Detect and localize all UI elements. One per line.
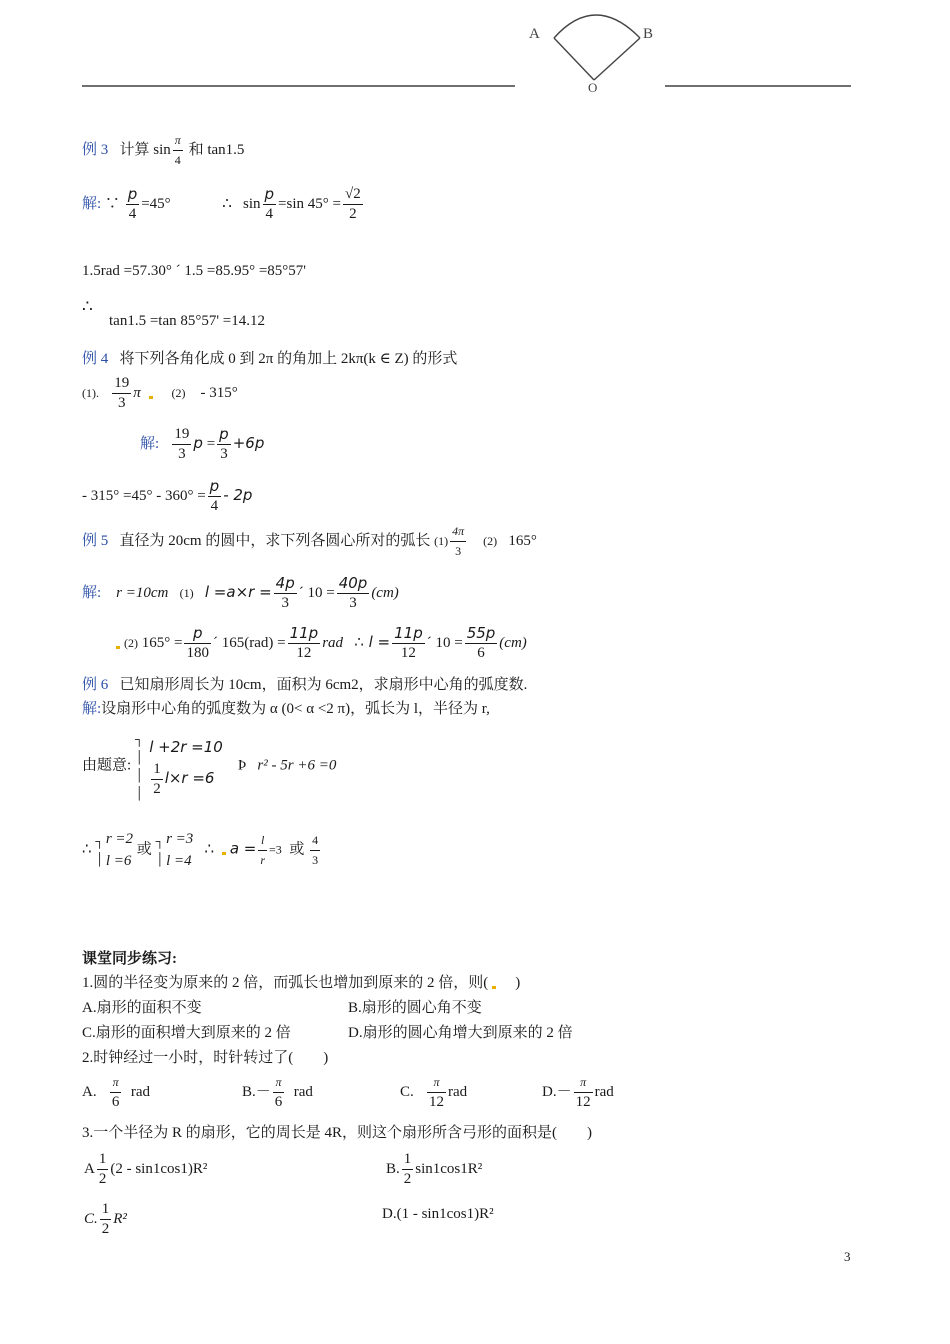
solution-pair-1: r =2 l =6 xyxy=(105,831,134,869)
or-text: 或 xyxy=(136,841,152,858)
question-1 xyxy=(82,971,520,992)
therefore-symbol-3: ∴ xyxy=(82,841,92,858)
therefore-symbol-2: ∴ xyxy=(82,297,93,316)
tan-result-line: tan1.5 =tan 85°57' =14.12 xyxy=(109,313,266,329)
example-3-prefix: 计算 xyxy=(119,141,150,158)
p-over-180: $\frac{p}{180}$ xyxy=(186,624,209,661)
pi-over-6-b: $\frac{\pi}{6}$ xyxy=(274,1075,283,1110)
q1-option-b[interactable]: B.扇形的圆心角不变 xyxy=(348,1000,482,1016)
therefore-l: ∴ l = xyxy=(354,632,391,651)
solution-pair-2: r =3 l =4 xyxy=(166,831,194,869)
item-1-number-5: (1) xyxy=(434,533,449,548)
q2-option-d[interactable]: D.－ $\frac{\pi}{12}$ rad xyxy=(542,1075,614,1110)
four-pi-thirds: $\frac{4\pi}{3}$ xyxy=(452,524,465,558)
minus-315-expr: - 315° =45° - 360° = xyxy=(82,487,206,504)
example-3-label: 例 3 xyxy=(82,141,109,158)
eleven-p-over-12: $\frac{11p}{12}$ xyxy=(289,624,319,661)
one-half-b: $\frac{1}{2}$ xyxy=(403,1151,412,1187)
question-1-text: 1.圆的半径变为原来的 2 倍，而弧长也增加到原来的 2 倍，则( xyxy=(82,975,489,991)
solution-3-sin: sin xyxy=(242,195,261,212)
example-5-label: 例 5 xyxy=(82,532,109,549)
one-half: $\frac{1}{2}$ xyxy=(153,760,161,797)
item-2-value-5: 165° xyxy=(508,532,537,549)
implies-symbol: Þ xyxy=(237,757,247,774)
times-165: ´ 165(rad) = xyxy=(212,634,286,651)
system-6 xyxy=(82,730,336,802)
solution-5b xyxy=(112,624,527,663)
example-3 xyxy=(82,131,244,170)
q1-option-c[interactable]: C.扇形的面积增大到原来的 2 倍 xyxy=(82,1025,291,1041)
question-3: 3.一个半径为 R 的扇形，它的周长是 4R，则这个扇形所含弓形的面积是( ) xyxy=(82,1125,593,1141)
example-5 xyxy=(82,522,537,561)
example-3-sin: sin xyxy=(153,141,171,158)
question-2: 2.时钟经过一小时，时针转过了( ) xyxy=(82,1050,329,1066)
sector-arc xyxy=(554,15,640,38)
rad-conversion-line: 1.5rad =57.30° ´ 1.5 =85.95° =85°57' xyxy=(82,263,306,279)
times-10-b: ´ 10 = xyxy=(426,634,463,651)
one-half-c: $\frac{1}{2}$ xyxy=(101,1201,110,1237)
unit-cm: (cm) xyxy=(371,584,399,601)
equals-3: =3 xyxy=(269,842,282,857)
or-text-2: 或 xyxy=(289,841,305,858)
times-10: ´ 10 = xyxy=(298,584,335,601)
four-p-thirds: $\frac{4p}{3}$ xyxy=(275,574,295,611)
brace-1: ┐ │ xyxy=(95,834,104,866)
item-1-number: (1). xyxy=(82,385,99,400)
pi-over-6: $\frac{\pi}{6}$ xyxy=(111,1075,120,1110)
fiftyfive-p-over-6: $\frac{55p}{6}$ xyxy=(466,624,496,661)
example-4-text: 将下列各角化成 0 到 2π 的角加上 2kπ(k ∈ Z) 的形式 xyxy=(119,351,458,367)
part-2-number: (2) xyxy=(124,635,138,650)
arc-length-formula: l =a×r = xyxy=(204,582,272,601)
eq-45: =45° xyxy=(141,195,171,212)
l-over-r: $\frac{l}{r}$ xyxy=(260,832,266,867)
item-2-value: - 315° xyxy=(200,384,238,401)
example-4-items xyxy=(82,374,238,413)
solution-4a xyxy=(140,425,264,464)
solution-3 xyxy=(82,185,365,224)
q1-option-d[interactable]: D.扇形的圆心角增大到原来的 2 倍 xyxy=(348,1025,573,1041)
brace-2: ┐ │ xyxy=(155,834,165,866)
p-over-4: $\frac{p}{4}$ xyxy=(127,185,138,222)
item-2-number-5: (2) xyxy=(483,533,498,548)
example-3-and: 和 xyxy=(188,141,204,158)
sector-radius-b xyxy=(594,38,640,80)
solution-5-label: 解: xyxy=(82,584,102,601)
question-1-paren: ) xyxy=(515,975,521,991)
marker-dot-4 xyxy=(492,986,496,989)
radius-value: r =10cm xyxy=(116,584,169,601)
system-prefix: 由题意: xyxy=(82,757,132,774)
example-6-label: 例 6 xyxy=(82,677,109,693)
p-over-3: $\frac{p}{3}$ xyxy=(219,425,229,462)
example-6 xyxy=(82,673,527,694)
label-a: A xyxy=(529,26,540,42)
eq-sin45: =sin 45° = xyxy=(278,195,341,212)
marker-dot-2 xyxy=(116,646,120,649)
because-symbol: ∵ xyxy=(104,195,120,212)
q2-option-b[interactable]: B.－ $\frac{\pi}{6}$ rad xyxy=(242,1075,313,1110)
unit-cm-b: (cm) xyxy=(499,634,527,651)
p-symbol: p xyxy=(193,433,203,452)
therefore-symbol: ∴ xyxy=(222,195,232,212)
example-3-tan: tan1.5 xyxy=(207,141,245,158)
marker-dot xyxy=(149,396,153,399)
q1-option-a[interactable]: A.扇形的面积不变 xyxy=(82,1000,202,1016)
solution-5a xyxy=(82,574,399,613)
example-6-text: 已知扇形周长为 10cm，面积为 6cm2，求扇形中心角的弧度数. xyxy=(119,677,528,693)
plus-6p: +6p xyxy=(232,433,265,452)
solution-3-label: 解: xyxy=(82,195,102,212)
pi-over-4: $\frac{\pi}{4}$ xyxy=(174,133,181,167)
nineteen-thirds-b: $\frac{19}{3}$ xyxy=(174,426,190,462)
sqrt2-over-2: $\frac{√2}{2}$ xyxy=(344,186,361,222)
equals: = xyxy=(206,435,216,452)
equation-system xyxy=(149,734,223,799)
pi-symbol: π xyxy=(133,384,141,401)
equation-1: l +2r =10 xyxy=(149,737,223,756)
example-4-label: 例 4 xyxy=(82,351,109,367)
q2-option-c[interactable]: C. $\frac{\pi}{12}$ rad xyxy=(400,1075,468,1110)
item-2-number: (2) xyxy=(171,385,186,400)
practice-title: 课堂同步练习: xyxy=(82,951,177,967)
label-o: O xyxy=(588,80,598,95)
alpha-equals: a = xyxy=(229,839,257,858)
eleven-p-over-12-b: $\frac{11p}{12}$ xyxy=(394,624,423,661)
nineteen-thirds: $\frac{19}{3}$ xyxy=(114,375,130,411)
pi-over-12-b: $\frac{\pi}{12}$ xyxy=(575,1075,591,1110)
q2-option-a[interactable]: A. $\frac{\pi}{6}$ rad xyxy=(82,1075,150,1110)
sector-figure xyxy=(0,0,950,110)
equation-2: $\frac{1}{2}$ l×r =6 xyxy=(153,760,215,797)
p-over-4-c: $\frac{p}{4}$ xyxy=(209,477,220,514)
rad-unit: rad xyxy=(322,634,344,651)
therefore-symbol-4: ∴ xyxy=(204,841,215,858)
solution-6 xyxy=(82,697,490,718)
solution-6-label: 解: xyxy=(82,701,102,717)
page-number: 3 xyxy=(844,1249,851,1264)
p-over-4-b: $\frac{p}{4}$ xyxy=(264,185,275,222)
solution-4-label: 解: xyxy=(140,435,160,452)
example-5-text: 直径为 20cm 的圆中，求下列各圆心所对的弧长 xyxy=(119,532,431,549)
four-thirds: $\frac{4}{3}$ xyxy=(312,832,319,867)
sector-radius-a xyxy=(554,38,594,80)
q3-option-b[interactable]: B. $\frac{1}{2}$ sin1cos1R² xyxy=(386,1151,483,1187)
solution-4b xyxy=(82,477,252,516)
example-4 xyxy=(82,347,457,368)
deg-165: 165° = xyxy=(141,634,183,651)
pi-over-12: $\frac{\pi}{12}$ xyxy=(429,1075,445,1110)
left-brace: ┐ │ │ │ xyxy=(134,732,144,800)
one-half-a: $\frac{1}{2}$ xyxy=(98,1151,107,1187)
q3-option-a[interactable]: A $\frac{1}{2}$ (2 - sin1cos1)R² xyxy=(84,1151,208,1187)
solution-6-text: 设扇形中心角的弧度数为 α (0< α <2 π)，弧长为 l，半径为 r, xyxy=(101,701,490,717)
label-b: B xyxy=(643,26,654,42)
forty-p-thirds: $\frac{40p}{3}$ xyxy=(338,574,368,611)
q3-option-c[interactable]: C. $\frac{1}{2}$ R² xyxy=(84,1201,127,1237)
part-1-number: (1) xyxy=(179,585,194,600)
minus-2p: - 2p xyxy=(223,485,253,504)
quadratic-equation: r² - 5r +6 =0 xyxy=(257,757,337,774)
answer-6 xyxy=(82,828,322,872)
marker-dot-3 xyxy=(222,852,226,855)
q3-option-d[interactable]: D.(1 - sin1cos1)R² xyxy=(382,1206,494,1222)
